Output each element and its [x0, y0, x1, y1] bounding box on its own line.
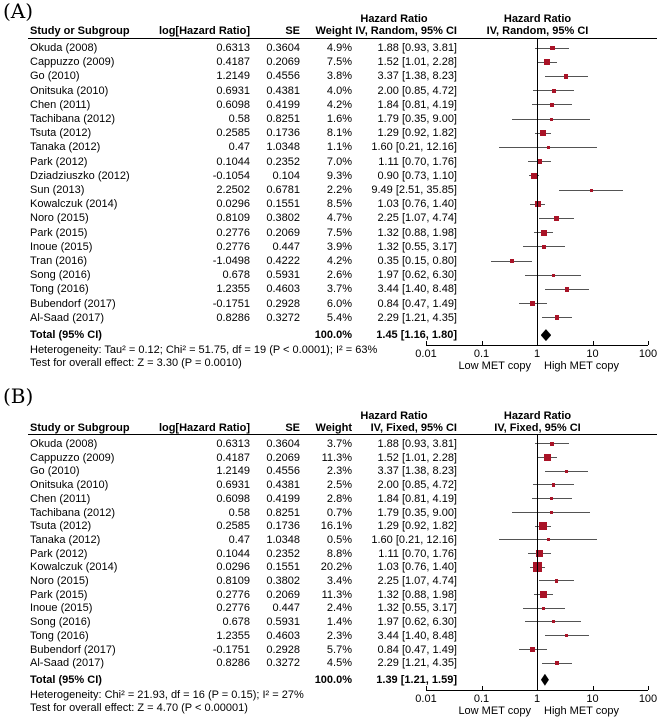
study-se: 0.447 [272, 602, 300, 615]
study-name: Inoue (2015) [30, 602, 93, 615]
study-name: Park (2015) [30, 226, 88, 239]
study-se: 0.3802 [266, 575, 300, 587]
study-name: Okuda (2008) [30, 42, 98, 54]
study-name: Bubendorf (2017) [30, 643, 116, 656]
study-ci-text: 1.32 [0.55, 3.17] [377, 240, 457, 253]
study-ci-text: 1.11 [0.70, 1.76] [378, 547, 457, 560]
study-name: Dziadziuszko (2012) [30, 169, 130, 182]
axis-line [426, 690, 648, 691]
total-row [0, 673, 659, 687]
study-ci-text: 1.29 [0.92, 1.82] [377, 520, 457, 533]
study-ci-text: 1.52 [1.01, 2.28] [377, 56, 457, 69]
study-ci-text: 2.29 [1.21, 4.35] [377, 657, 457, 670]
study-name: Tran (2016) [30, 255, 88, 267]
effect-square [550, 118, 553, 121]
study-se: 0.4603 [266, 283, 300, 296]
study-name: Noro (2015) [30, 575, 89, 587]
forest-plot [0, 385, 659, 715]
study-ci-text: 2.00 [0.85, 4.72] [377, 84, 457, 97]
heterogeneity-text: Heterogeneity: Chi² = 21.93, df = 16 (P = 0.15); I² = 27% [30, 688, 304, 701]
effect-square [510, 259, 514, 263]
plot-header-line1: Hazard Ratio [503, 13, 572, 25]
axis-right-label: High MET copy [544, 704, 619, 717]
study-log-hazard-ratio: 0.47 [228, 533, 250, 546]
effect-square [552, 274, 555, 277]
study-name: Go (2010) [30, 465, 80, 478]
study-se: 0.4556 [266, 465, 300, 478]
study-weight: 3.4% [326, 575, 352, 587]
axis-tick-label: 0.01 [415, 692, 437, 705]
study-se: 0.4556 [266, 70, 300, 83]
study-log-hazard-ratio: 0.6098 [216, 492, 250, 505]
panel-b [0, 385, 659, 715]
study-weight: 8.8% [326, 547, 352, 560]
effect-square [552, 483, 555, 486]
study-ci-text: 1.97 [0.62, 6.30] [377, 616, 457, 629]
null-line [537, 38, 538, 345]
effect-square [565, 470, 568, 473]
study-se: 0.447 [272, 240, 300, 253]
study-weight: 1.6% [326, 113, 352, 125]
study-se: 0.4603 [266, 629, 300, 642]
plot-header-line2: IV, Fixed, 95% CI [494, 422, 581, 434]
effect-square [552, 89, 556, 93]
effect-square [552, 620, 555, 623]
study-se: 0.4199 [266, 492, 300, 505]
study-se: 0.1551 [266, 198, 300, 211]
study-ci-text: 1.03 [0.76, 1.40] [377, 198, 457, 211]
plot-header-line1: Hazard Ratio [503, 410, 572, 422]
study-name: Park (2012) [30, 547, 88, 560]
study-ci-text: 1.32 [0.55, 3.17] [377, 602, 457, 615]
study-se: 0.8251 [266, 506, 300, 519]
study-se: 0.2928 [266, 643, 300, 656]
column-header-study: Study or Subgroup [30, 422, 130, 434]
plot-header-line2: IV, Random, 95% CI [486, 25, 589, 37]
effect-square [555, 579, 559, 583]
study-se: 0.4381 [266, 479, 300, 492]
study-log-hazard-ratio: 0.2776 [216, 602, 250, 615]
study-weight: 6.0% [326, 297, 352, 310]
study-log-hazard-ratio: 0.6931 [216, 479, 250, 492]
study-name: Tachibana (2012) [30, 113, 116, 125]
total-weight: 100.0% [314, 329, 352, 341]
column-header-se: SE [285, 25, 300, 37]
axis-left-label: Low MET copy [458, 704, 531, 717]
study-log-hazard-ratio: 0.58 [228, 506, 250, 519]
study-se: 0.1551 [266, 561, 300, 574]
axis-left-label: Low MET copy [458, 360, 531, 372]
study-weight: 1.1% [326, 141, 352, 154]
axis-tick-label: 100 [638, 692, 658, 705]
study-log-hazard-ratio: -0.1751 [212, 643, 250, 656]
study-weight: 7.0% [326, 155, 352, 168]
study-weight: 2.5% [326, 479, 352, 492]
study-weight: 4.0% [326, 84, 352, 97]
study-weight: 3.9% [326, 240, 352, 253]
effect-square [540, 130, 546, 136]
study-log-hazard-ratio: 0.8109 [216, 212, 250, 225]
study-weight: 2.3% [326, 465, 352, 478]
study-log-hazard-ratio: 0.1044 [216, 155, 250, 168]
study-weight: 2.4% [326, 602, 352, 615]
study-se: 0.3604 [266, 42, 300, 54]
total-weight: 100.0% [314, 673, 352, 686]
axis-tick-label: 100 [638, 348, 658, 360]
axis-tick-label: 0.01 [415, 348, 437, 360]
effect-square [554, 216, 559, 221]
effect-square [564, 74, 568, 78]
total-ci-text: 1.39 [1.21, 1.59] [376, 673, 457, 686]
overall-effect-text: Test for overall effect: Z = 4.70 (P < 0.00001) [30, 701, 248, 714]
effect-square [550, 497, 554, 501]
study-ci-text: 3.37 [1.38, 8.23] [377, 70, 457, 83]
study-log-hazard-ratio: 0.0296 [216, 198, 250, 211]
study-ci-text: 1.97 [0.62, 6.30] [377, 269, 457, 282]
study-log-hazard-ratio: 0.4187 [216, 451, 250, 464]
study-ci-text: 2.25 [1.07, 4.74] [377, 575, 457, 587]
study-weight: 7.5% [326, 56, 352, 69]
study-ci-text: 0.84 [0.47, 1.49] [377, 643, 457, 656]
ci-column-header-line2: IV, Fixed, 95% CI [370, 422, 457, 434]
study-weight: 0.7% [326, 506, 352, 519]
study-ci-text: 3.37 [1.38, 8.23] [377, 465, 457, 478]
study-ci-text: 0.90 [0.73, 1.10] [377, 169, 457, 182]
study-ci-text: 3.44 [1.40, 8.48] [377, 629, 457, 642]
study-name: Kowalczuk (2014) [30, 198, 118, 211]
axis-tick-label: 1 [533, 692, 541, 705]
study-log-hazard-ratio: 0.8286 [216, 657, 250, 670]
effect-square [550, 46, 555, 51]
study-ci-text: 1.32 [0.88, 1.98] [377, 226, 457, 239]
study-se: 0.3272 [266, 311, 300, 324]
study-ci-text: 1.32 [0.88, 1.98] [377, 588, 457, 601]
study-log-hazard-ratio: 0.8109 [216, 575, 250, 587]
effect-square [547, 538, 550, 541]
study-ci-text: 1.52 [1.01, 2.28] [377, 451, 457, 464]
study-se: 0.3604 [266, 438, 300, 450]
study-log-hazard-ratio: -0.1054 [212, 169, 250, 182]
study-se: 1.0348 [266, 141, 300, 154]
study-name: Chen (2011) [30, 98, 91, 111]
effect-square [542, 607, 545, 610]
study-weight: 11.3% [321, 451, 352, 464]
study-se: 0.3802 [266, 212, 300, 225]
study-ci-text: 1.88 [0.93, 3.81] [377, 42, 457, 54]
study-log-hazard-ratio: 0.2585 [216, 127, 250, 140]
study-name: Onitsuka (2010) [30, 84, 109, 97]
study-ci-text: 3.44 [1.40, 8.48] [377, 283, 457, 296]
study-se: 0.2352 [266, 547, 300, 560]
study-weight: 3.7% [326, 283, 352, 296]
study-se: 0.2069 [266, 588, 300, 601]
study-weight: 9.3% [326, 169, 352, 182]
study-name: Tong (2016) [30, 283, 89, 296]
axis-right-label: High MET copy [544, 360, 619, 372]
study-se: 0.4222 [266, 255, 300, 267]
study-log-hazard-ratio: 0.678 [222, 269, 250, 282]
study-name: Go (2010) [30, 70, 80, 83]
study-name: Tanaka (2012) [30, 533, 101, 546]
study-log-hazard-ratio: 0.8286 [216, 311, 250, 324]
study-name: Okuda (2008) [30, 438, 98, 450]
effect-square [550, 442, 554, 446]
axis-tick-label: 10 [586, 348, 599, 360]
study-ci-text: 0.84 [0.47, 1.49] [377, 297, 457, 310]
study-ci-text: 2.00 [0.85, 4.72] [377, 479, 457, 492]
study-name: Al-Saad (2017) [30, 657, 104, 670]
study-log-hazard-ratio: 0.6313 [216, 42, 250, 54]
study-se: 0.8251 [266, 113, 300, 125]
study-weight: 4.5% [326, 657, 352, 670]
panel-label: (A) [3, 0, 34, 23]
total-row [0, 328, 659, 342]
study-ci-text: 1.03 [0.76, 1.40] [377, 561, 457, 574]
study-name: Song (2016) [30, 616, 91, 629]
study-se: 0.4199 [266, 98, 300, 111]
study-name: Park (2012) [30, 155, 88, 168]
study-log-hazard-ratio: 0.1044 [216, 547, 250, 560]
study-se: 0.3272 [266, 657, 300, 670]
study-name: Chen (2011) [30, 492, 91, 505]
study-name: Tachibana (2012) [30, 506, 116, 519]
study-se: 0.5931 [266, 616, 300, 629]
study-name: Tanaka (2012) [30, 141, 101, 154]
study-ci-text: 9.49 [2.51, 35.85] [371, 184, 457, 196]
effect-square [547, 146, 550, 149]
study-ci-text: 1.60 [0.21, 12.16] [371, 141, 457, 154]
total-label: Total (95% CI) [30, 673, 102, 686]
axis-tick-label: 1 [533, 348, 541, 360]
study-name: Cappuzzo (2009) [30, 451, 115, 464]
study-ci-text: 2.29 [1.21, 4.35] [377, 311, 457, 324]
column-header-log-hr: log[Hazard Ratio] [158, 422, 250, 434]
column-header-weight: Weight [315, 422, 352, 434]
ci-column-header-line1: Hazard Ratio [360, 13, 428, 25]
study-weight: 3.7% [326, 438, 352, 450]
study-weight: 8.5% [326, 198, 352, 211]
effect-square [540, 591, 547, 598]
effect-square [565, 287, 569, 291]
study-name: Kowalczuk (2014) [30, 561, 118, 574]
study-ci-text: 1.84 [0.81, 4.19] [377, 98, 457, 111]
study-log-hazard-ratio: 2.2502 [216, 184, 250, 196]
study-ci-text: 1.79 [0.35, 9.00] [377, 113, 457, 125]
study-weight: 16.1% [320, 520, 352, 533]
heterogeneity-text: Heterogeneity: Tau² = 0.12; Chi² = 51.75, df = 19 (P < 0.0001); I² = 63% [30, 344, 378, 356]
effect-square [544, 59, 550, 65]
study-weight: 4.2% [326, 98, 352, 111]
study-weight: 5.4% [326, 311, 352, 324]
ci-column-header-line1: Hazard Ratio [360, 410, 428, 422]
effect-square [590, 189, 593, 192]
study-se: 0.104 [272, 169, 300, 182]
study-weight: 2.6% [326, 269, 352, 282]
study-log-hazard-ratio: 0.6313 [216, 438, 250, 450]
effect-square [539, 522, 547, 530]
study-log-hazard-ratio: 0.4187 [216, 56, 250, 69]
panel-label: (B) [3, 384, 34, 408]
study-log-hazard-ratio: 0.47 [228, 141, 250, 154]
study-weight: 8.1% [326, 127, 352, 140]
study-name: Bubendorf (2017) [30, 297, 116, 310]
study-name: Tsuta (2012) [30, 520, 92, 533]
effect-square [542, 245, 546, 249]
study-name: Cappuzzo (2009) [30, 56, 115, 69]
study-weight: 3.8% [326, 70, 352, 83]
study-weight: 20.2% [320, 561, 352, 574]
axis-tick-label: 0.1 [473, 692, 490, 705]
study-se: 0.5931 [266, 269, 300, 282]
study-name: Tsuta (2012) [30, 127, 92, 140]
study-se: 0.2352 [266, 155, 300, 168]
study-weight: 2.8% [326, 492, 352, 505]
effect-square [555, 661, 559, 665]
effect-square [555, 315, 560, 320]
study-ci-text: 1.60 [0.21, 12.16] [371, 533, 457, 546]
effect-square [550, 103, 554, 107]
column-header-study: Study or Subgroup [30, 25, 130, 37]
study-log-hazard-ratio: 0.2776 [216, 226, 250, 239]
study-name: Noro (2015) [30, 212, 89, 225]
study-name: Onitsuka (2010) [30, 479, 109, 492]
study-ci-text: 0.35 [0.15, 0.80] [377, 255, 457, 267]
column-header-se: SE [285, 422, 300, 434]
column-header-log-hr: log[Hazard Ratio] [158, 25, 250, 37]
effect-square [544, 454, 551, 461]
study-weight: 1.4% [326, 616, 352, 629]
overall-effect-text: Test for overall effect: Z = 3.30 (P = 0.0010) [30, 357, 242, 369]
study-log-hazard-ratio: 1.2149 [216, 70, 250, 83]
study-weight: 11.3% [321, 588, 352, 601]
study-ci-text: 1.84 [0.81, 4.19] [377, 492, 457, 505]
study-se: 0.1736 [266, 520, 300, 533]
total-ci-text: 1.45 [1.16, 1.80] [376, 329, 457, 341]
study-se: 0.6781 [266, 184, 300, 196]
null-line [537, 434, 538, 690]
study-weight: 7.5% [326, 226, 352, 239]
study-log-hazard-ratio: 1.2149 [216, 465, 250, 478]
ci-column-header-line2: IV, Random, 95% CI [355, 25, 457, 37]
study-name: Song (2016) [30, 269, 91, 282]
study-log-hazard-ratio: 0.2585 [216, 520, 250, 533]
study-ci-text: 1.29 [0.92, 1.82] [377, 127, 457, 140]
study-log-hazard-ratio: 0.6098 [216, 98, 250, 111]
study-ci-text: 1.79 [0.35, 9.00] [377, 506, 457, 519]
study-log-hazard-ratio: -0.1751 [212, 297, 250, 310]
study-weight: 4.7% [326, 212, 352, 225]
study-log-hazard-ratio: 1.2355 [216, 629, 250, 642]
study-name: Al-Saad (2017) [30, 311, 104, 324]
study-weight: 4.2% [326, 255, 352, 267]
study-name: Inoue (2015) [30, 240, 93, 253]
study-log-hazard-ratio: 0.58 [228, 113, 250, 125]
effect-square [530, 647, 535, 652]
study-se: 0.2069 [266, 451, 300, 464]
column-header-weight: Weight [315, 25, 352, 37]
axis-tick-label: 10 [586, 692, 599, 705]
study-se: 0.2069 [266, 226, 300, 239]
effect-square [530, 301, 535, 306]
study-ci-text: 2.25 [1.07, 4.74] [377, 212, 457, 225]
axis-tick-label: 0.1 [473, 348, 490, 360]
study-log-hazard-ratio: -1.0498 [212, 255, 250, 267]
study-log-hazard-ratio: 0.0296 [216, 561, 250, 574]
axis-line [426, 345, 648, 346]
study-log-hazard-ratio: 0.678 [222, 616, 250, 629]
study-weight: 5.7% [326, 643, 352, 656]
study-log-hazard-ratio: 0.6931 [216, 84, 250, 97]
study-log-hazard-ratio: 0.2776 [216, 240, 250, 253]
study-ci-text: 1.11 [0.70, 1.76] [378, 155, 457, 168]
study-name: Park (2015) [30, 588, 88, 601]
study-weight: 4.9% [326, 42, 352, 54]
study-name: Tong (2016) [30, 629, 89, 642]
study-se: 0.2928 [266, 297, 300, 310]
study-weight: 0.5% [326, 533, 352, 546]
study-weight: 2.2% [326, 184, 352, 196]
effect-square [541, 230, 547, 236]
effect-square [550, 511, 553, 514]
study-log-hazard-ratio: 0.2776 [216, 588, 250, 601]
study-log-hazard-ratio: 1.2355 [216, 283, 250, 296]
study-name: Sun (2013) [30, 184, 85, 196]
study-se: 0.1736 [266, 127, 300, 140]
study-se: 0.2069 [266, 56, 300, 69]
study-ci-text: 1.88 [0.93, 3.81] [377, 438, 457, 450]
study-se: 0.4381 [266, 84, 300, 97]
total-label: Total (95% CI) [30, 329, 102, 341]
effect-square [565, 634, 568, 637]
study-weight: 2.3% [326, 629, 352, 642]
study-se: 1.0348 [266, 533, 300, 546]
